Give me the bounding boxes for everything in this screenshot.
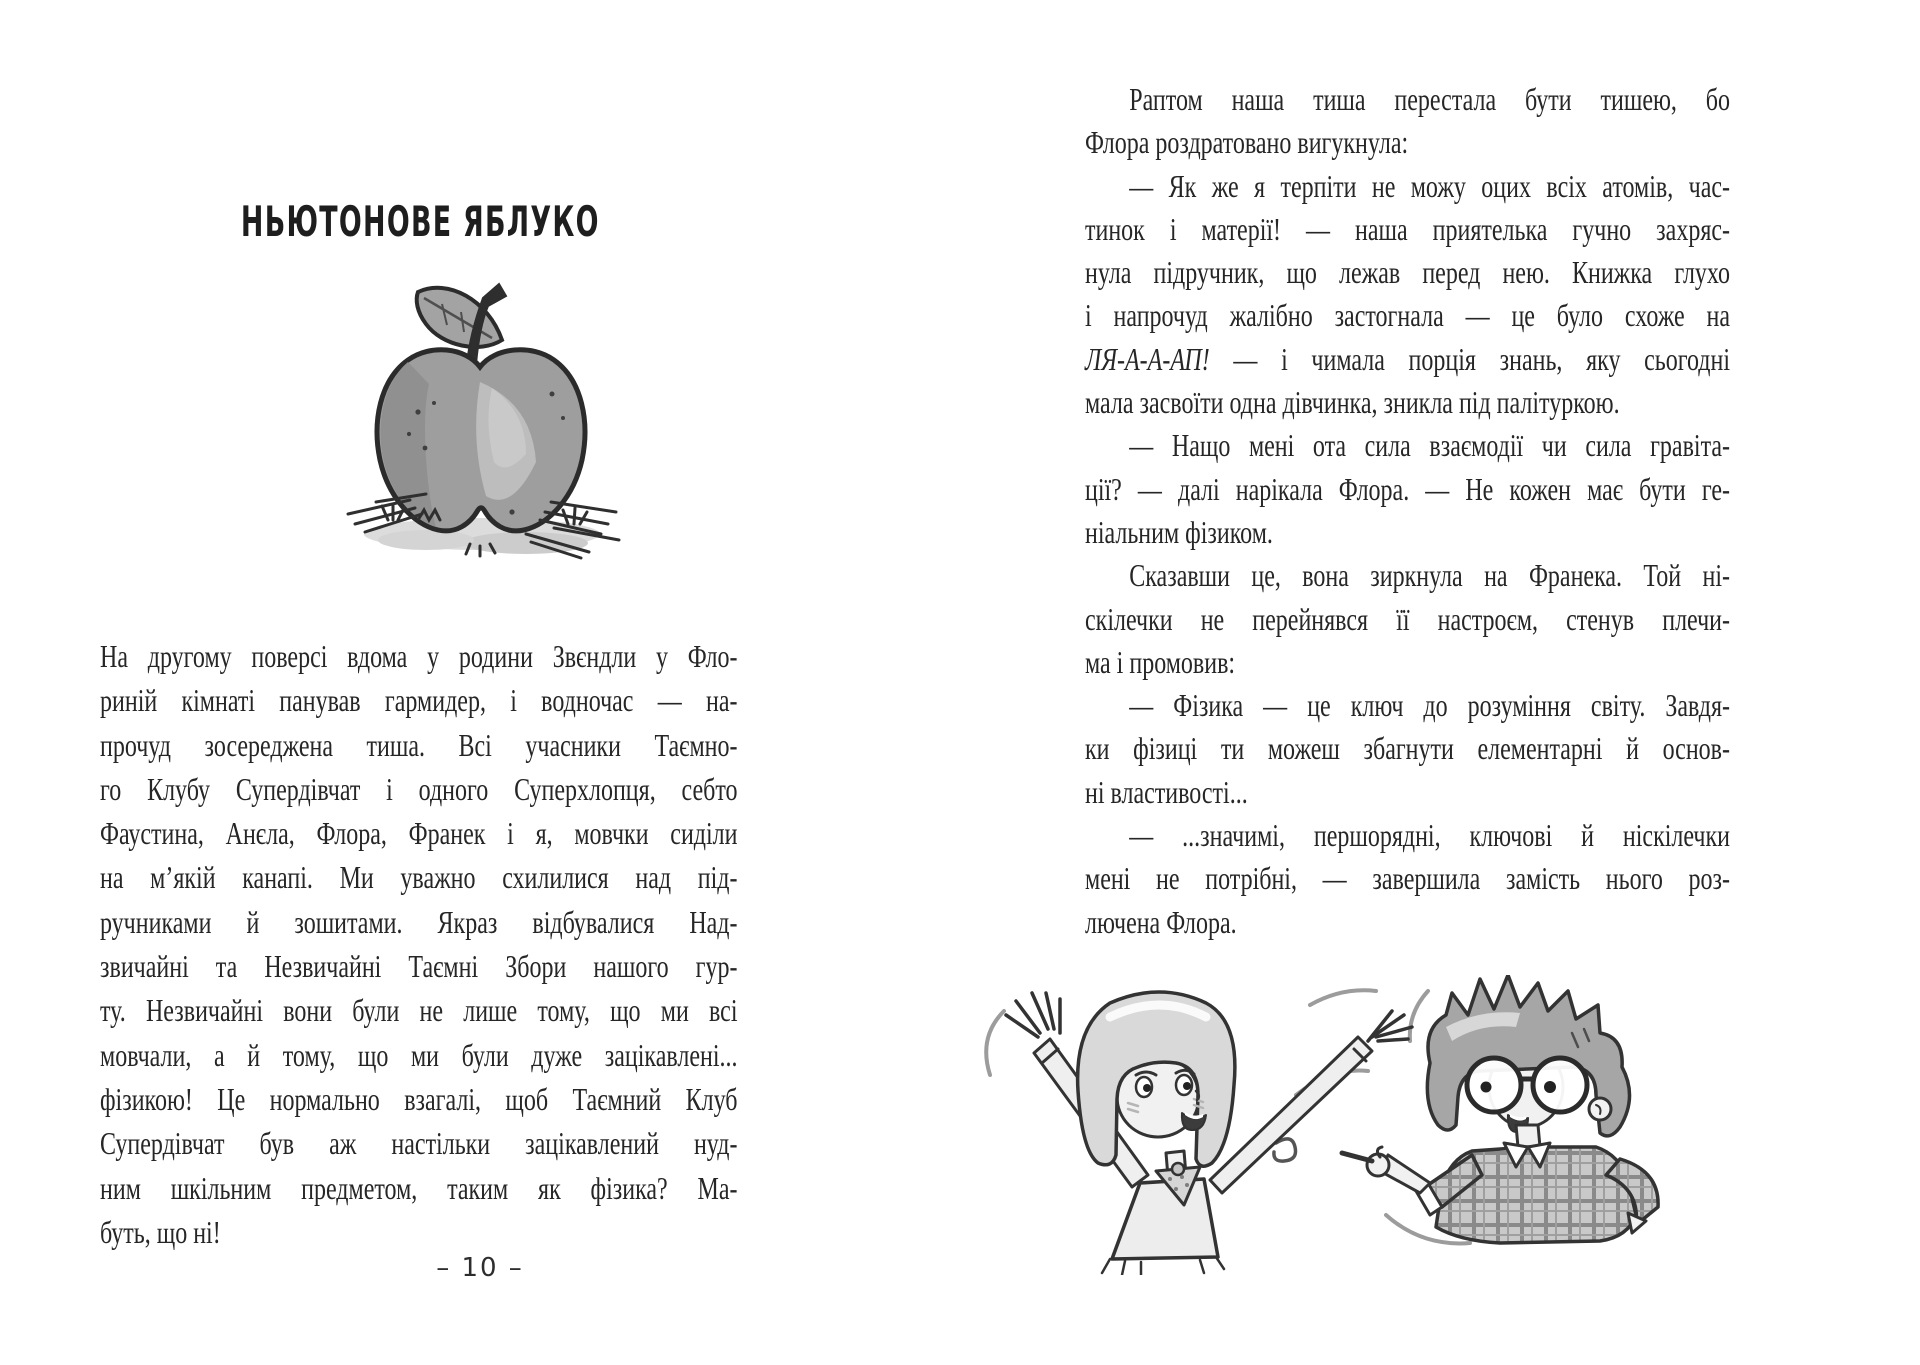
text-line: Флора роздратовано вигукнула: [1085, 124, 1409, 161]
text-line: — Фізика — це ключ до розуміння світу. Завдя- [1129, 687, 1730, 724]
text-line: На другому поверсі вдома у родини Звєндли у Фло- [100, 638, 738, 674]
newton-apple-illustration [330, 262, 630, 572]
text-line: мовчали, а й тому, що ми були дуже зацікавлені... [100, 1036, 738, 1073]
text-line: риній кімнаті панував гармидер, і водночас — на- [100, 682, 738, 719]
text-line: лючена Флора. [1085, 903, 1237, 940]
text-line: скілечки не перейнявся її настроєм, стенув плечи- [1085, 600, 1730, 637]
text-line: Раптом наша тиша перестала бути тишею, бо [1129, 81, 1730, 117]
text-line: Супердівчат був аж настільки зацікавлений нуд- [100, 1125, 738, 1162]
text-line: — Нащо мені ота сила взаємодії чи сила гравіта- [1129, 427, 1730, 464]
children-drawing [960, 975, 1680, 1275]
text-line: ним шкільним предметом, таким як фізика? Ма- [100, 1169, 738, 1206]
apple-drawing [330, 262, 630, 572]
text-line: ту. Незвичайні вони були не лише тому, що ми всі [100, 992, 738, 1029]
text-line: ні властивості... [1085, 773, 1248, 810]
text-line: ції? — далі нарікала Флора. — Не кожен має бути ге- [1085, 470, 1730, 507]
text-line: і напрочуд жалібно застогнала — це було схоже на [1085, 297, 1730, 334]
chapter-title [100, 197, 740, 246]
text-line: Фаустина, Анєла, Флора, Франек і я, мовчки сиділи [100, 815, 738, 852]
right-page-text [1085, 78, 1730, 944]
text-line: буть, що ні! [100, 1213, 221, 1250]
text-line: нула підручник, що лежав перед нею. Книжка глухо [1085, 254, 1730, 291]
text-line: звичайні та Незвичайні Таємні Збори нашого гур- [100, 948, 738, 985]
text-line: Сказавши це, вона зиркнула на Франека. Той ні- [1129, 557, 1730, 594]
text-line-rest: — і чимала порція знань, яку сьогодні [1209, 340, 1730, 377]
onomatopoeia-italic: ЛЯ-А-А-АП! [1085, 340, 1210, 377]
text-line: — Як же я терпіти не можу оцих всіх атомів, час- [1129, 167, 1730, 204]
text-line: мала засвоїти одна дівчинка, зникла під палітуркою. [1085, 384, 1620, 421]
page-number: – 10 – [436, 1253, 524, 1283]
text-line: ма і промовив: [1085, 643, 1236, 680]
text-line: фізикою! Це нормально взагалі, щоб Таємний Клуб [100, 1080, 738, 1117]
text-line: — ...значимі, першорядні, ключові й ніскілечки [1129, 817, 1730, 854]
text-line: на м’якій канапі. Ми уважно схилилися над під- [100, 859, 738, 896]
text-line: ки фізиці ти можеш збагнути елементарні й основ- [1085, 730, 1730, 767]
text-line: мені не потрібні, — завершила замість нього роз- [1085, 860, 1730, 897]
text-line: тинок і матерії! — наша приятелька гучно захряс- [1085, 210, 1730, 247]
text-line: ручниками й зошитами. Якраз відбувалися Над- [100, 903, 738, 940]
text-line [1085, 338, 1730, 381]
left-page-text [100, 634, 738, 1254]
text-line: ніальним фізиком. [1085, 513, 1273, 550]
text-line: прочуд зосереджена тиша. Всі учасники Таємно- [100, 726, 738, 763]
text-line: го Клубу Супердівчат і одного Суперхлопця, себто [100, 770, 738, 807]
page-right [960, 0, 1920, 1365]
flora-and-franek-illustration [960, 975, 1680, 1275]
chapter-title-text: НЬЮТОНОВЕ ЯБЛУКО [240, 197, 600, 246]
